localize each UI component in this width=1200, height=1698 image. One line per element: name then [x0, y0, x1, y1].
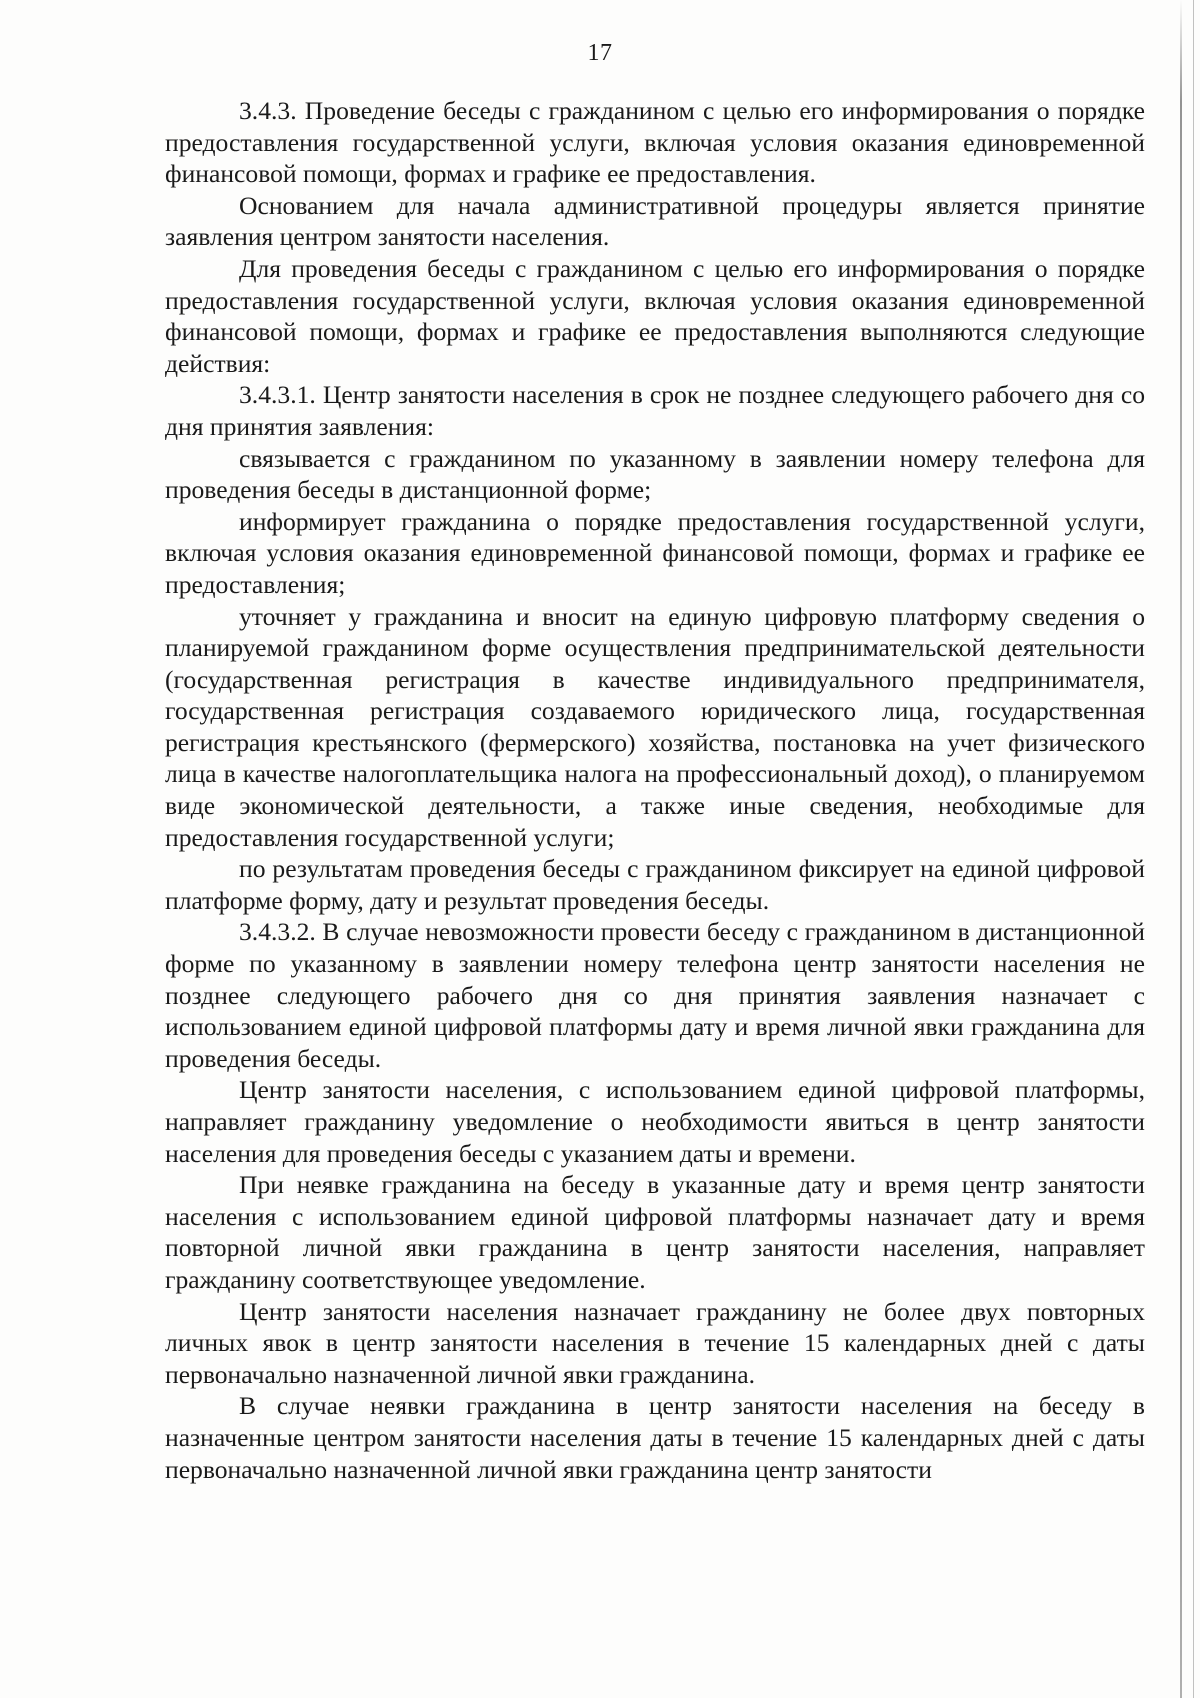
list-item-informs: информирует гражданина о порядке предоставления государственной услуги, включая условия оказания единовременной финансовой помощи, формах и графике ее предоставления;	[165, 506, 1145, 599]
paragraph-3-4-3-1: 3.4.3.1. Центр занятости населения в срок не позднее следующего рабочего дня со дня принятия заявления:	[165, 380, 1145, 441]
paragraph-basis: Основанием для начала административной процедуры является принятие заявления центром занятости населения.	[165, 190, 1145, 252]
scan-edge-line	[1193, 0, 1194, 1698]
list-item-contacts: связывается с гражданином по указанному в заявлении номеру телефона для проведения беседы в дистанционной форме;	[165, 443, 1145, 505]
paragraph-no-show: При неявке гражданина на беседу в указанные дату и время центр занятости населения с использованием единой цифровой платформы назначает дату и время повторной личной явки гражданина в центр занятости населения, направляет гражданину соответствующее уведомление.	[165, 1170, 1145, 1294]
page-number: 17	[587, 40, 613, 66]
paragraph-final-no-show: В случае неявки гражданина в центр занятости населения на беседу в назначенные центром занятости населения даты в течение 15 календарных дней с даты первоначально назначенной личной явки гражданина центр занятости	[165, 1391, 1145, 1484]
paragraph-repeat-visits: Центр занятости населения назначает гражданину не более двух повторных личных явок в центр занятости населения в течение 15 календарных дней с даты первоначально назначенной личной явки гражданина.	[165, 1296, 1145, 1389]
document-body	[165, 95, 1145, 1485]
list-item-records: по результатам проведения беседы с гражданином фиксирует на единой цифровой платформе форму, дату и результат проведения беседы.	[165, 854, 1145, 915]
scan-edge-shadow	[1180, 0, 1182, 1698]
paragraph-3-4-3-2: 3.4.3.2. В случае невозможности провести беседу с гражданином в дистанционной форме по указанному в заявлении номеру телефона центр занятости населения не позднее следующего рабочего дня со дня принятия заявления назначает с использованием единой цифровой платформы дату и время личной явки гражданина для проведения беседы.	[165, 917, 1145, 1073]
paragraph-notification: Центр занятости населения, с использованием единой цифровой платформы, направляет гражданину уведомление о необходимости явиться в центр занятости населения для проведения беседы с указанием даты и времени.	[165, 1075, 1145, 1168]
paragraph-3-4-3: 3.4.3. Проведение беседы с гражданином с целью его информирования о порядке предоставления государственной услуги, включая условия оказания единовременной финансовой помощи, формах и графике ее предоставления.	[165, 96, 1145, 189]
paragraph-actions-intro: Для проведения беседы с гражданином с целью его информирования о порядке предоставления государственной услуги, включая условия оказания единовременной финансовой помощи, формах и графике ее предоставления выполняются следующие действия:	[165, 253, 1145, 378]
list-item-clarifies: уточняет у гражданина и вносит на единую цифровую платформу сведения о планируемой гражданином форме осуществления предпринимательской деятельности (государственная регистрация в качестве индивидуального предпринимателя, государственная регистрация создаваемого юридического лица, государственная регистрация крестьянского (фермерского) хозяйства, постановка на учет физического лица в качестве налогоплательщика налога на профессиональный доход), о планируемом виде экономической деятельности, а также иные сведения, необходимые для предоставления государственной услуги;	[165, 601, 1145, 852]
